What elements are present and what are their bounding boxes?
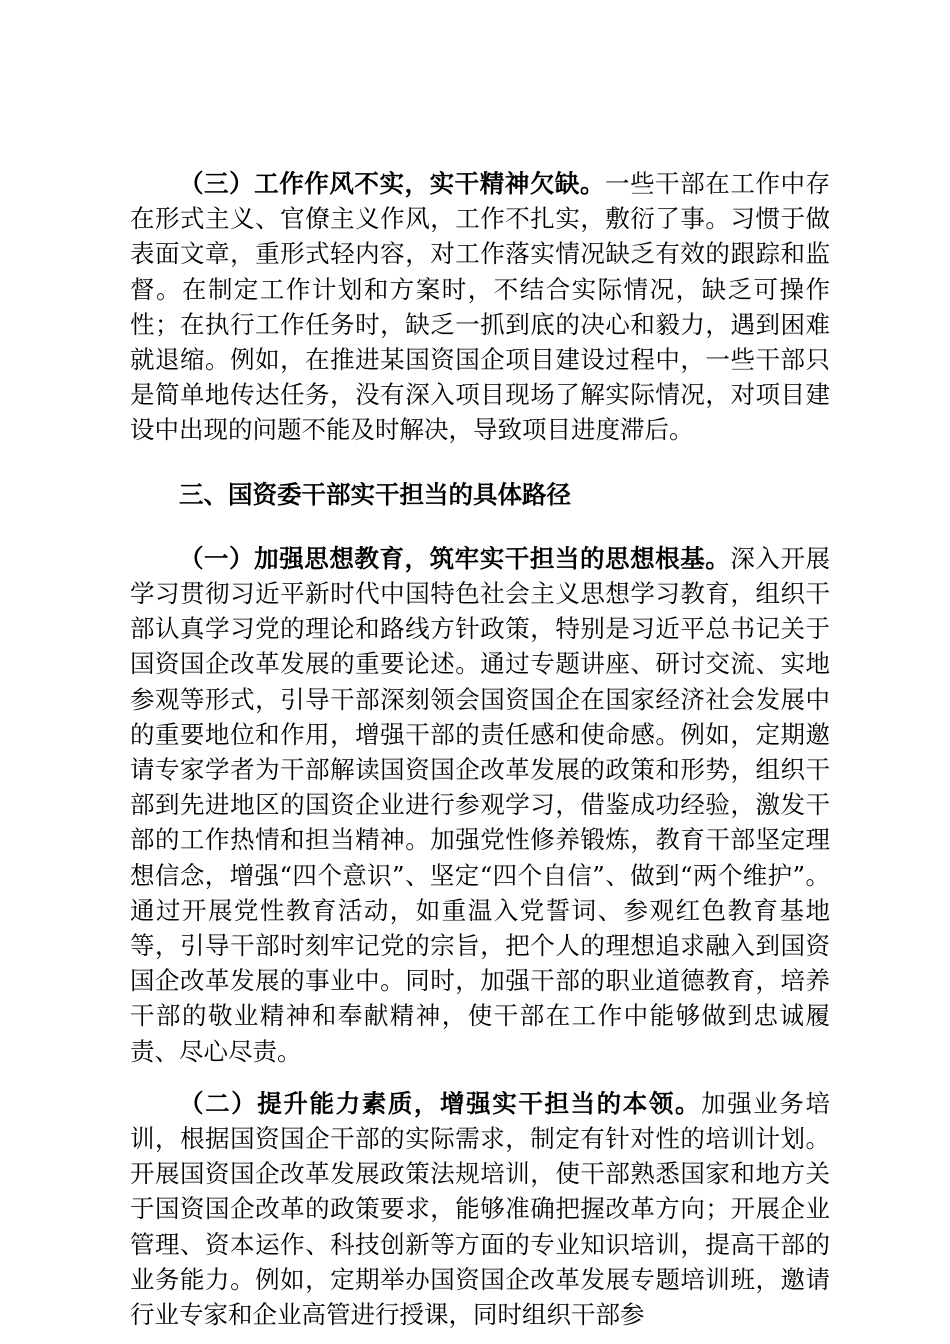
paragraph-lead: （二）提升能力素质，增强实干担当的本领。 — [179, 1088, 702, 1118]
paragraph-text: 一些干部在工作中存在形式主义、官僚主义作风，工作不扎实，敷衍了事。习惯于做表面文章，重形式轻内容，对工作落实情况缺乏有效的跟踪和监督。在制定工作计划和方案时，不结合实际情况，缺乏可操作性；在执行工作任务时，缺乏一抓到底的决心和毅力，遇到困难就退缩。例如，在推进某国资国企项目建设过程中，一些干部只是简单地传达任务，没有深入项目现场了解实际情况，对项目建设中出现的问题不能及时解决，导致项目进度滞后。 — [130, 169, 831, 445]
paragraph-text: 深入开展学习贯彻习近平新时代中国特色社会主义思想学习教育，组织干部认真学习党的理论和路线方针政策，特别是习近平总书记关于国资国企改革发展的重要论述。通过专题讲座、研讨交流、实地参观等形式，引导干部深刻领会国资国企在国家经济社会发展中的重要地位和作用，增强干部的责任感和使命感。例如，定期邀请专家学者为干部解读国资国企改革发展的政策和形势，组织干部到先进地区的国资企业进行参观学习，借鉴成功经验，激发干部的工作热情和担当精神。加强党性修养锻炼，教育干部坚定理想信念，增强“四个意识”、坚定“四个自信”、做到“两个维护”。通过开展党性教育活动，如重温入党誓词、参观红色教育基地等，引导干部时刻牢记党的宗旨，把个人的理想追求融入到国资国企改革发展的事业中。同时，加强干部的职业道德教育，培养干部的敬业精神和奉献精神，使干部在工作中能够做到忠诚履责、尽心尽责。 — [130, 543, 831, 1066]
paragraph-work-style — [130, 166, 830, 448]
document-body — [130, 166, 830, 1332]
paragraph-thought-education — [130, 541, 830, 1069]
paragraph-lead: （三）工作作风不实，实干精神欠缺。 — [179, 169, 606, 198]
section-heading: 三、国资委干部实干担当的具体路径 — [179, 479, 571, 509]
paragraph-text: 加强业务培训，根据国资国企干部的实际需求，制定有针对性的培训计划。开展国资国企改革发展政策法规培训，使干部熟悉国家和地方关于国资国企改革的政策要求，能够准确把握改革方向；开展企业管理、资本运作、科技创新等方面的专业知识培训，提高干部的业务能力。例如，定期举办国资国企改革发展专题培训班，邀请行业专家和企业高管进行授课，同时组织干部参 — [130, 1088, 831, 1330]
paragraph-lead: （一）加强思想教育，筑牢实干担当的思想根基。 — [179, 543, 731, 573]
paragraph-ability — [130, 1086, 830, 1332]
